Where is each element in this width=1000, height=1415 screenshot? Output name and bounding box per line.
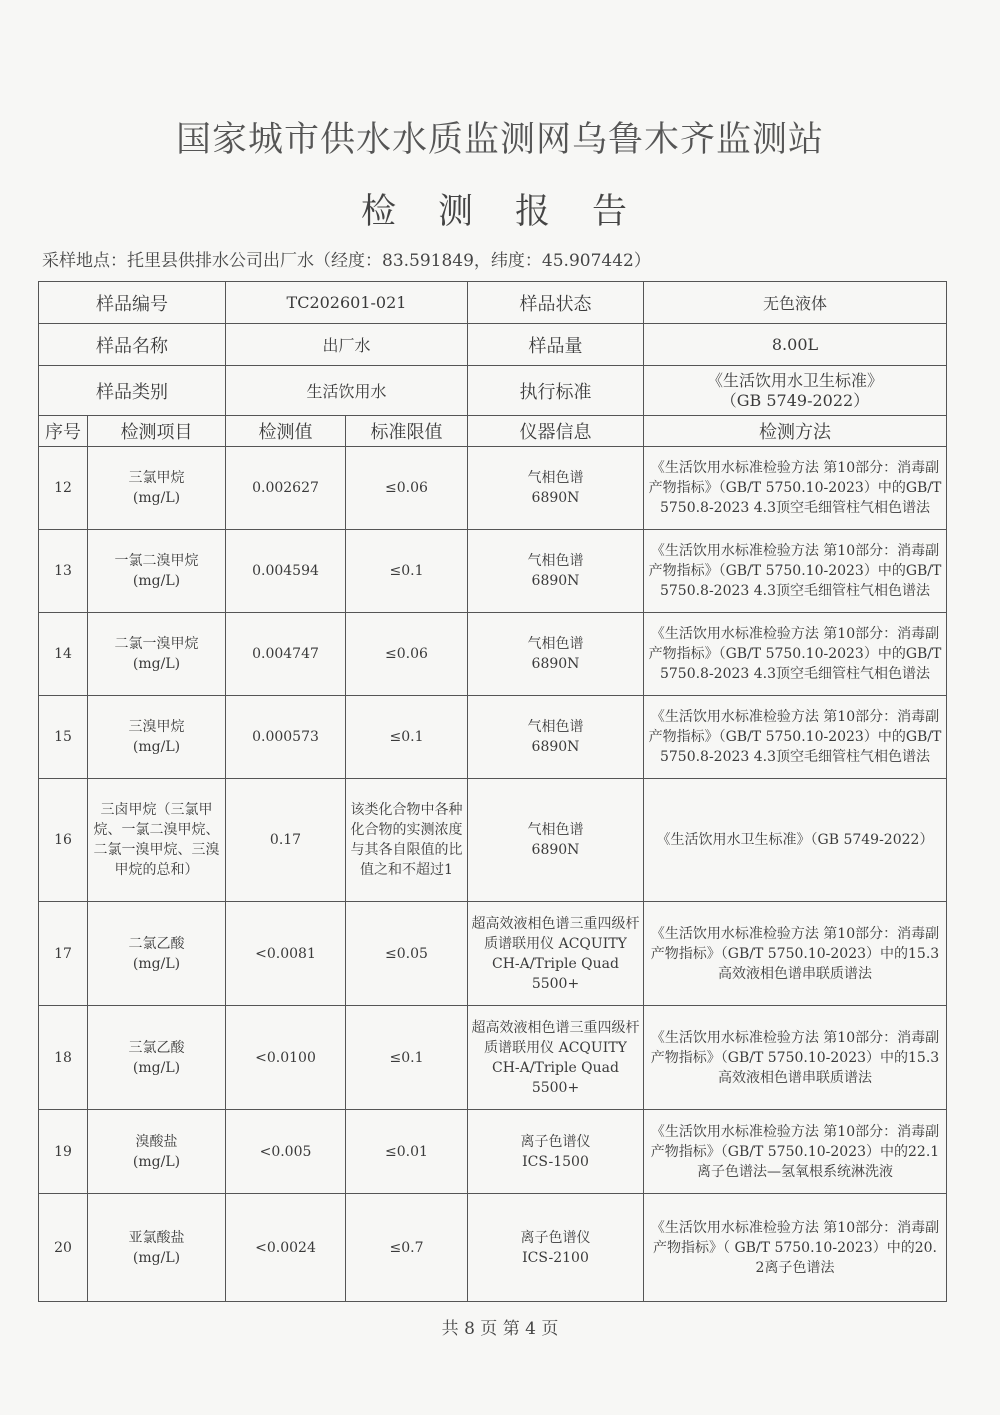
row-method: 《生活饮用水标准检验方法 第10部分：消毒副产物指标》（GB/T 5750.10-2023）中的GB/T 5750.8-2023 4.3顶空毛细管柱气相色谱法 — [644, 530, 947, 613]
row-instrument: 气相色谱 6890N — [468, 447, 644, 530]
row-limit: ≤0.05 — [346, 902, 468, 1006]
row-instrument: 气相色谱 6890N — [468, 696, 644, 779]
col-header-item: 检测项目 — [88, 416, 226, 447]
row-limit: ≤0.06 — [346, 613, 468, 696]
page-footer: 共 8 页 第 4 页 — [441, 1319, 559, 1339]
item-name: 二氯乙酸 — [128, 935, 185, 952]
row-instrument: 气相色谱 6890N — [468, 613, 644, 696]
item-name: 三卤甲烷（三氯甲烷、一氯二溴甲烷、二氯一溴甲烷、三溴甲烷的总和） — [93, 802, 220, 878]
row-value: <0.0024 — [226, 1194, 346, 1302]
row-item — [88, 613, 226, 696]
sample-category-label: 样品类别 — [39, 366, 226, 416]
sample-no-value: TC202601-021 — [226, 282, 468, 324]
row-item — [88, 1110, 226, 1194]
item-unit: (mg/L) — [132, 955, 181, 972]
table-row — [39, 1110, 947, 1194]
item-name: 三氯甲烷 — [128, 470, 185, 486]
item-unit: (mg/L) — [132, 573, 181, 589]
item-name: 一氯二溴甲烷 — [114, 553, 199, 569]
standard-label: 执行标准 — [468, 366, 644, 416]
sampling-location: 采样地点：托里县供排水公司出厂水（经度：83.591849，纬度：45.907442） — [42, 251, 651, 271]
row-number: 13 — [39, 530, 88, 613]
header-row-sample-name — [39, 324, 947, 366]
row-instrument: 超高效液相色谱三重四级杆质谱联用仪 ACQUITY CH-A/Triple Quad 5500+ — [468, 902, 644, 1006]
item-unit: (mg/L) — [132, 739, 181, 755]
standard-line-2: （GB 5749-2022） — [720, 390, 870, 410]
sample-name-value: 出厂水 — [226, 324, 468, 366]
row-number: 18 — [39, 1006, 88, 1110]
row-method: 《生活饮用水标准检验方法 第10部分：消毒副产物指标》（GB/T 5750.10-2023）中的GB/T 5750.8-2023 4.3顶空毛细管柱气相色谱法 — [644, 613, 947, 696]
item-name: 二氯一溴甲烷 — [114, 636, 199, 652]
sample-name-label: 样品名称 — [39, 324, 226, 366]
row-method: 《生活饮用水标准检验方法 第10部分：消毒副产物指标》（GB/T 5750.10-2023）中的15.3高效液相色谱串联质谱法 — [644, 1006, 947, 1110]
row-value: 0.004747 — [226, 613, 346, 696]
item-name: 三溴甲烷 — [128, 719, 185, 735]
table-row — [39, 902, 947, 1006]
sample-state-label: 样品状态 — [468, 282, 644, 324]
row-item — [88, 902, 226, 1006]
row-method: 《生活饮用水标准检验方法 第10部分：消毒副产物指标》（GB/T 5750.10-2023）中的22.1离子色谱法—氢氧根系统淋洗液 — [644, 1110, 947, 1194]
row-limit: ≤0.7 — [346, 1194, 468, 1302]
header-row-sample-no — [39, 282, 947, 324]
row-number: 20 — [39, 1194, 88, 1302]
row-number: 16 — [39, 779, 88, 902]
row-value: <0.005 — [226, 1110, 346, 1194]
item-unit: (mg/L) — [132, 1059, 181, 1076]
header-row-sample-category — [39, 366, 947, 416]
report-subtitle: 检测报告 — [360, 192, 669, 232]
row-limit: ≤0.01 — [346, 1110, 468, 1194]
standard-line-1: 《生活饮用水卫生标准》 — [706, 370, 883, 390]
table-row — [39, 530, 947, 613]
row-number: 12 — [39, 447, 88, 530]
row-limit: ≤0.1 — [346, 1006, 468, 1110]
standard-value — [644, 366, 947, 416]
row-item — [88, 447, 226, 530]
row-value: <0.0100 — [226, 1006, 346, 1110]
row-value: 0.004594 — [226, 530, 346, 613]
report-title: 国家城市供水水质监测网乌鲁木齐监测站 — [175, 120, 824, 160]
row-method: 《生活饮用水标准检验方法 第10部分：消毒副产物指标》（GB/T 5750.10-2023）中的GB/T 5750.8-2023 4.3顶空毛细管柱气相色谱法 — [644, 447, 947, 530]
col-header-limit: 标准限值 — [346, 416, 468, 447]
sample-no-label: 样品编号 — [39, 282, 226, 324]
row-value: 0.002627 — [226, 447, 346, 530]
row-item — [88, 779, 226, 902]
item-unit: (mg/L) — [132, 1249, 181, 1266]
table-row — [39, 779, 947, 902]
item-unit: (mg/L) — [132, 490, 181, 506]
row-value: <0.0081 — [226, 902, 346, 1006]
row-instrument: 超高效液相色谱三重四级杆质谱联用仪 ACQUITY CH-A/Triple Quad 5500+ — [468, 1006, 644, 1110]
row-value: 0.000573 — [226, 696, 346, 779]
row-limit: ≤0.1 — [346, 530, 468, 613]
item-name: 亚氯酸盐 — [128, 1229, 185, 1246]
row-limit: 该类化合物中各种化合物的实测浓度与其各自限值的比值之和不超过1 — [346, 779, 468, 902]
row-instrument: 离子色谱仪 ICS-1500 — [468, 1110, 644, 1194]
item-unit: (mg/L) — [132, 656, 181, 672]
row-item — [88, 530, 226, 613]
row-method: 《生活饮用水标准检验方法 第10部分：消毒副产物指标》（GB/T 5750.10-2023）中的GB/T 5750.8-2023 4.3顶空毛细管柱气相色谱法 — [644, 696, 947, 779]
row-method: 《生活饮用水标准检验方法 第10部分：消毒副产物指标》（ GB/T 5750.10-2023）中的20. 2离子色谱法 — [644, 1194, 947, 1302]
item-name: 溴酸盐 — [135, 1133, 178, 1150]
sample-qty-label: 样品量 — [468, 324, 644, 366]
table-row — [39, 613, 947, 696]
table-row — [39, 1194, 947, 1302]
sample-qty-value: 8.00L — [644, 324, 947, 366]
row-number: 14 — [39, 613, 88, 696]
row-item — [88, 696, 226, 779]
col-header-method: 检测方法 — [644, 416, 947, 447]
item-name: 三氯乙酸 — [128, 1039, 185, 1056]
sample-category-value: 生活饮用水 — [226, 366, 468, 416]
table-row — [39, 696, 947, 779]
row-value: 0.17 — [226, 779, 346, 902]
row-number: 19 — [39, 1110, 88, 1194]
col-header-instrument: 仪器信息 — [468, 416, 644, 447]
row-limit: ≤0.06 — [346, 447, 468, 530]
row-item — [88, 1194, 226, 1302]
row-instrument: 气相色谱 6890N — [468, 779, 644, 902]
table-row — [39, 447, 947, 530]
row-number: 15 — [39, 696, 88, 779]
table-row — [39, 1006, 947, 1110]
row-method: 《生活饮用水卫生标准》（GB 5749-2022） — [644, 779, 947, 902]
item-unit: (mg/L) — [132, 1153, 181, 1170]
row-number: 17 — [39, 902, 88, 1006]
sample-state-value: 无色液体 — [644, 282, 947, 324]
col-header-value: 检测值 — [226, 416, 346, 447]
row-item — [88, 1006, 226, 1110]
col-header-no: 序号 — [39, 416, 88, 447]
row-method: 《生活饮用水标准检验方法 第10部分：消毒副产物指标》（GB/T 5750.10-2023）中的15.3高效液相色谱串联质谱法 — [644, 902, 947, 1006]
row-instrument: 离子色谱仪 ICS-2100 — [468, 1194, 644, 1302]
row-limit: ≤0.1 — [346, 696, 468, 779]
row-instrument: 气相色谱 6890N — [468, 530, 644, 613]
column-header-row — [39, 416, 947, 447]
report-table — [38, 281, 947, 1302]
